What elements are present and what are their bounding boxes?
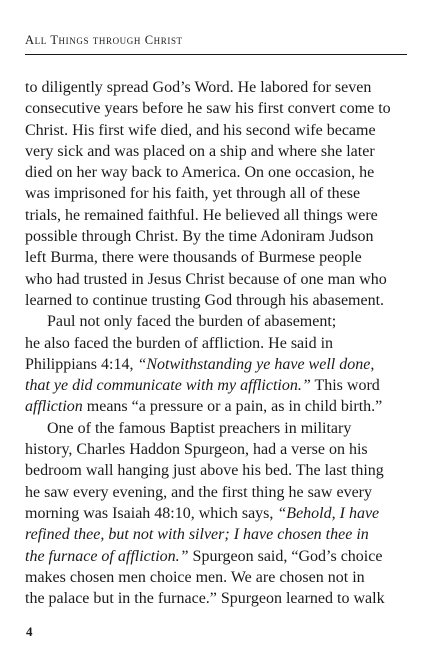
text-run: was imprisoned for his faith, yet through all of these: [25, 185, 361, 203]
italic-text-run: that ye did communicate with my affliction.”: [25, 377, 311, 395]
text-line: [25, 460, 425, 481]
text-run: he saw every evening, and the first thing he saw every: [25, 483, 372, 501]
text-run: trials, he remained faithful. He believed all things were: [25, 206, 378, 224]
text-run: means “a pressure or a pain, as in child birth.”: [82, 398, 383, 416]
text-line: [25, 439, 425, 460]
text-run: left Burma, there were thousands of Burmese people: [25, 249, 362, 267]
text-line: [25, 226, 425, 247]
text-run: learned to continue trusting God through his abasement.: [25, 291, 385, 309]
text-line: [25, 290, 425, 311]
text-run: bedroom wall hanging just above his bed. The last thing: [25, 462, 384, 480]
text-run: died on her way back to America. On one occasion, he: [25, 164, 375, 182]
text-line: [25, 311, 425, 332]
text-line: [25, 162, 425, 183]
text-line: [25, 333, 425, 354]
text-run: history, Charles Haddon Spurgeon, had a verse on his: [25, 441, 368, 459]
text-run: This word: [310, 377, 380, 395]
text-line: [25, 77, 425, 98]
text-run: Christ. His first wife died, and his second wife became: [25, 121, 376, 139]
text-run: consecutive years before he saw his first convert come to: [25, 100, 391, 118]
text-line: [25, 247, 425, 268]
text-run: the palace but in the furnace.” Spurgeon learned to walk: [25, 590, 385, 608]
text-run: who had trusted in Jesus Christ because of one man who: [25, 270, 387, 288]
page-number: 4: [26, 624, 33, 639]
text-line: [25, 396, 425, 417]
italic-text-run: the furnace of affliction.”: [25, 547, 189, 565]
italic-text-run: affliction: [25, 398, 83, 416]
body-text: [25, 77, 425, 609]
header-rule: [25, 54, 407, 55]
italic-text-run: “Notwithstanding ye have well done,: [137, 355, 375, 373]
text-run: makes chosen men choice men. We are chosen not in: [25, 568, 365, 586]
text-run: very sick and was placed on a ship and where she later: [25, 142, 375, 160]
text-run: to diligently spread God’s Word. He labored for seven: [25, 79, 372, 96]
text-run: Spurgeon said, “God’s choice: [188, 547, 383, 565]
italic-text-run: “Behold, I have: [277, 504, 380, 522]
text-run: possible through Christ. By the time Adoniram Judson: [25, 228, 374, 246]
text-line: [25, 98, 425, 119]
text-run: Paul not only faced the burden of abasement;: [47, 313, 337, 331]
text-line: [25, 183, 425, 204]
text-line: [25, 524, 425, 545]
text-run: morning was Isaiah 48:10, which says,: [25, 504, 278, 522]
running-head-title: All Things through Christ: [25, 33, 183, 47]
text-run: One of the famous Baptist preachers in military: [47, 419, 352, 437]
text-line: [25, 120, 425, 141]
text-line: [25, 205, 425, 226]
text-line: [25, 588, 425, 609]
text-line: [25, 503, 425, 524]
italic-text-run: refined thee, but not with silver; I have chosen thee in: [25, 526, 369, 544]
text-run: he also faced the burden of affliction. He said in: [25, 334, 334, 352]
text-line: [25, 354, 425, 375]
text-line: [25, 375, 425, 396]
text-line: [25, 418, 425, 439]
text-line: [25, 546, 425, 567]
text-line: [25, 482, 425, 503]
text-line: [25, 141, 425, 162]
text-line: [25, 567, 425, 588]
text-run: Philippians 4:14,: [25, 355, 138, 373]
text-line: [25, 269, 425, 290]
